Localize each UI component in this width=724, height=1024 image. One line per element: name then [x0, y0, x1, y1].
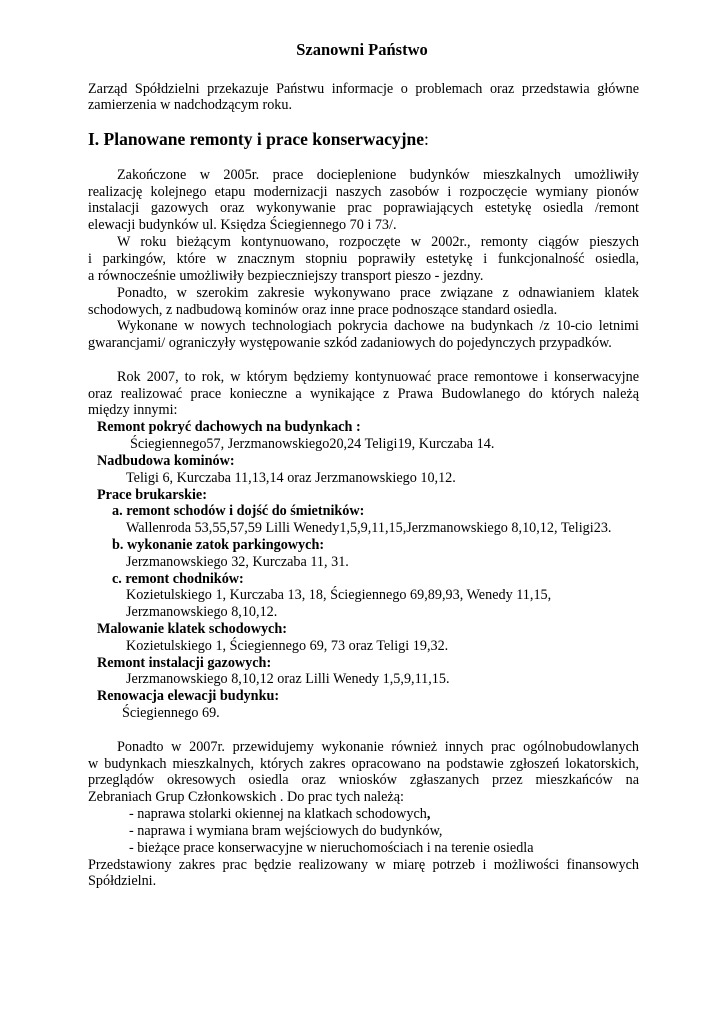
bullet-item-text: - naprawa stolarki okiennej na klatkach schodowych [129, 806, 427, 822]
work-category-value: Ściegiennego 69. [122, 705, 220, 721]
work-category-label: Remont instalacji gazowych: [97, 655, 272, 671]
paragraph-line: instalacji gazowych oraz wykonywanie prac poprawiających estetykę osiedla /remont [88, 200, 639, 216]
work-subcategory-label: c. remont chodników: [112, 571, 244, 587]
paragraph-line: elewacji budynków ul. Księdza Ściegiennego 70 i 73/. [88, 217, 397, 233]
work-category-value: Jerzmanowskiego 8,10,12 oraz Lilli Wenedy 1,5,9,11,15. [126, 671, 450, 687]
paragraph-line: schodowych, z nadbudową kominów oraz inne prace podnoszące standard osiedla. [88, 302, 558, 318]
section-heading-colon: : [424, 129, 429, 149]
intro-line: Zarząd Spółdzielni przekazuje Państwu informacje o problemach oraz przedstawia główne [88, 81, 639, 97]
paragraph-line: w budynkach mieszkalnych, których zakres opracowano na podstawie zgłoszeń lokatorskich, [88, 756, 639, 772]
bullet-item-comma: , [426, 806, 431, 822]
work-category-value: Ściegiennego57, Jerzmanowskiego20,24 Teligi19, Kurczaba 14. [130, 436, 495, 452]
work-category-label: Renowacja elewacji budynku: [97, 688, 280, 704]
work-category-value: Jerzmanowskiego 8,10,12. [126, 604, 278, 620]
work-category-value: Jerzmanowskiego 32, Kurczaba 11, 31. [126, 554, 349, 570]
paragraph-line: W roku bieżącym kontynuowano, rozpoczęte w 2002r., remonty ciągów pieszych [117, 234, 639, 250]
bullet-item [129, 806, 430, 822]
paragraph-line: Przedstawiony zakres prac będzie realizowany w miarę potrzeb i możliwości finansowych [88, 857, 639, 873]
paragraph-line: Rok 2007, to rok, w którym będziemy kontynuować prace remontowe i konserwacyjne [117, 369, 639, 385]
intro-line: zamierzenia w nadchodzącym roku. [88, 97, 293, 113]
paragraph-line: oraz realizować prace konieczne a wynikające z Prawa Budowlanego do których należą [88, 386, 639, 402]
work-category-label: Prace brukarskie: [97, 487, 207, 503]
work-category-value: Wallenroda 53,55,57,59 Lilli Wenedy1,5,9,11,15,Jerzmanowskiego 8,10,12, Teligi23. [126, 520, 612, 536]
work-category-value: Kozietulskiego 1, Kurczaba 13, 18, Ściegiennego 69,89,93, Wenedy 11,15, [126, 587, 552, 603]
paragraph-line: między innymi: [88, 402, 178, 418]
work-category-label: Nadbudowa kominów: [97, 453, 235, 469]
work-category-value: Teligi 6, Kurczaba 11,13,14 oraz Jerzmanowskiego 10,12. [126, 470, 456, 486]
work-category-value: Kozietulskiego 1, Ściegiennego 69, 73 oraz Teligi 19,32. [126, 638, 449, 654]
bullet-item: - bieżące prace konserwacyjne w nieruchomościach i na terenie osiedla [129, 840, 534, 856]
page-title: Szanowni Państwo [296, 40, 428, 59]
paragraph-line: gwarancjami/ ograniczyły występowanie szkód zadaniowych do pojedynczych przypadków. [88, 335, 612, 351]
work-subcategory-label: b. wykonanie zatok parkingowych: [112, 537, 325, 553]
work-category-label: Remont pokryć dachowych na budynkach : [97, 419, 361, 435]
work-category-label: Malowanie klatek schodowych: [97, 621, 287, 637]
paragraph-line: Zebraniach Grup Członkowskich . Do prac tych należą: [88, 789, 404, 805]
paragraph-line: Wykonane w nowych technologiach pokrycia dachowe na budynkach /z 10-cio letnimi [117, 318, 639, 334]
paragraph-line: i parkingów, które w znacznym stopniu poprawiły estetykę i funkcjonalność osiedla, [88, 251, 639, 267]
paragraph-line: Ponadto w 2007r. przewidujemy wykonanie również innych prac ogólnobudowlanych [117, 739, 639, 755]
section-heading [88, 131, 429, 147]
paragraph-line: realizację kolejnego etapu modernizacji naszych zasobów i rozpoczęcie wymiany pionów [88, 184, 639, 200]
paragraph-line: Zakończone w 2005r. prace docieplenione budynków mieszkalnych umożliwiły [117, 167, 639, 183]
paragraph-line: Spółdzielni. [88, 873, 157, 889]
bullet-item: - naprawa i wymiana bram wejściowych do budynków, [129, 823, 443, 839]
paragraph-line: przeglądów okresowych osiedla oraz wniosków zgłaszanych przez mieszkańców na [88, 772, 639, 788]
section-heading-text: I. Planowane remonty i prace konserwacyjne [88, 129, 425, 149]
paragraph-line: a równocześnie umożliwiły bezpieczniejszy transport pieszo - jezdny. [88, 268, 484, 284]
paragraph-line: Ponadto, w szerokim zakresie wykonywano prace związane z odnawianiem klatek [117, 285, 639, 301]
work-subcategory-label: a. remont schodów i dojść do śmietników: [112, 503, 365, 519]
